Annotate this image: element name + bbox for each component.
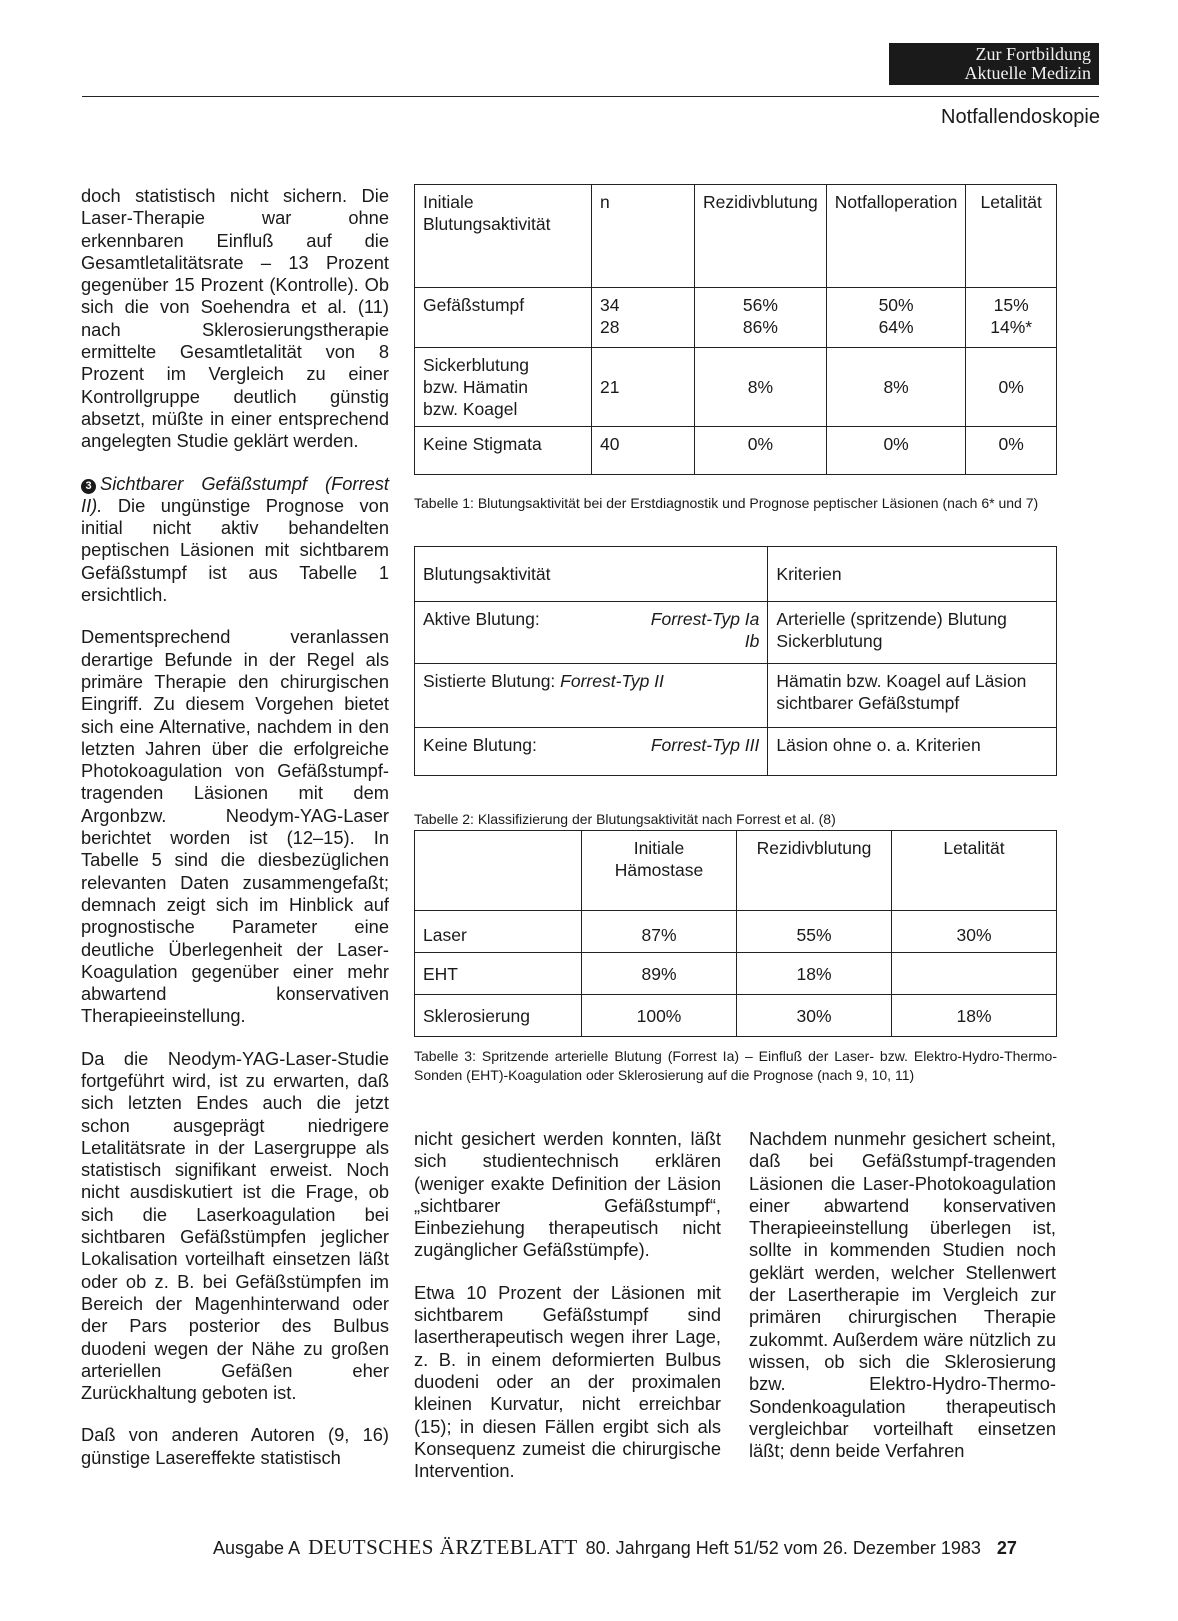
- value: Forrest-Typ III: [650, 735, 760, 755]
- table-cell: 30%: [892, 911, 1057, 953]
- paragraph: doch statistisch nicht sichern. Die Laser-Therapie war ohne erkennbaren Einfluß auf die Gesamtletalitätsrate – 13 Prozent gegenüber 15 Prozent (Kontrolle). Ob sich die von Soehendra et al. (11) nach Sklerosierungstherapie ermittelte Gesamtletalität von 8 Prozent im Vergleich zu einer Kontrollgruppe deutlich günstig absetzt, müßte in einer entsprechend angelegten Studie geklärt werden.: [81, 185, 389, 452]
- table-cell: 0%: [966, 427, 1057, 475]
- table-cell: Sklerosierung: [415, 995, 582, 1037]
- table-header-cell: Initiale Hämostase: [582, 831, 737, 911]
- table-header-cell: n: [592, 185, 695, 288]
- value: [423, 608, 759, 652]
- paragraph: Da die Neodym-YAG-Laser-Studie fortgeführt wird, ist zu erwarten, daß sich letzten Endes auch die jetzt schon ausgeprägt niedrigere Letalitätsrate in der Lasergruppe als statistisch signifikant erweist. Noch nicht ausdiskutiert ist die Frage, ob sich die Laserkoagulation bei sichtbaren Gefäßstümpfen jeglicher Lokalisation vorteilhaft einsetzen läßt oder ob z. B. bei Gefäßstümpfen im Bereich der Magenhinterwand oder der Pars posterior des Bulbus duodeni wegen der Nähe zu großen arteriellen Gefäßen eher Zurückhaltung geboten ist.: [81, 1047, 389, 1404]
- issue-info: 80. Jahrgang Heft 51/52 vom 26. Dezember 1983: [585, 1538, 981, 1558]
- table-row: [415, 602, 1057, 664]
- table-header-row: [415, 831, 1057, 911]
- table-header-row: [415, 547, 1057, 602]
- text-column-right: [749, 1128, 1056, 1482]
- table-row: [415, 911, 1057, 953]
- table-row: [415, 664, 1057, 728]
- text-column-middle: [414, 1128, 721, 1502]
- number-badge-icon: 3: [81, 479, 96, 494]
- table-cell: 100%: [582, 995, 737, 1037]
- table-cell: 0%: [826, 427, 966, 475]
- table-1: [414, 184, 1057, 475]
- table-header-cell: Blutungsaktivität: [415, 547, 768, 602]
- table-2-caption: Tabelle 2: Klassifizierung der Blutungsaktivität nach Forrest et al. (8): [414, 811, 836, 827]
- table-cell: 40: [592, 427, 695, 475]
- table-row: [415, 348, 1057, 427]
- page-number: 27: [996, 1538, 1017, 1558]
- table-cell: 0%: [966, 348, 1057, 427]
- value: Forrest-Typ II: [560, 671, 664, 691]
- value: bzw. Koagel: [423, 399, 518, 419]
- table-row: [415, 953, 1057, 995]
- table-cell: [415, 728, 768, 776]
- paragraph: Nachdem nunmehr gesichert scheint, daß bei Gefäßstumpf-tragenden Läsionen die Laser-Photokoagulation einer abwartend konservativen Therapieeinstellung überlegen ist, sollte in kommenden Studien noch geklärt werden, welcher Stellenwert der Lasertherapie im Vergleich zur primären chirurgischen Therapie zukommt. Außerdem wäre nützlich zu wissen, ob sich die Sklerosierung bzw. Elektro-Hydro-Thermo-Sondenkoagulation therapeutisch vergleichbar vorteilhaft einsetzen läßt; denn beide Verfahren: [749, 1128, 1056, 1462]
- table-cell: 87%: [582, 911, 737, 953]
- table-cell: Läsion ohne o. a. Kriterien: [768, 728, 1057, 776]
- table-cell: [415, 348, 592, 427]
- value: Arterielle (spritzende) Blutung: [776, 609, 1007, 629]
- table-header-cell: Rezidivblutung: [695, 185, 827, 288]
- value: 56%: [742, 295, 778, 315]
- badge-line-2: Aktuelle Medizin: [964, 63, 1091, 83]
- paragraph: Dementsprechend veranlassen derartige Befunde in der Regel als primäre Therapie den chirurgischen Eingriff. Zu diesem Vorgehen bietet sich eine Alternative, nachdem in den letzten Jahren über die erfolgreiche Photokoagulation von Gefäßstumpf-tragenden Läsionen mit dem Argonbzw. Neodym-YAG-Laser berichtet worden ist (12–15). In Tabelle 5 sind die diesbezüglichen relevanten Daten zusammengefaßt; demnach zeigt sich im Hinblick auf prognostische Parameter eine deutliche Überlegenheit der Laser-Koagulation gegenüber einer mehr abwartend konservativen Therapieeinstellung.: [81, 626, 389, 1027]
- table-header-cell: Kriterien: [768, 547, 1057, 602]
- table-1-caption: Tabelle 1: Blutungsaktivität bei der Erstdiagnostik und Prognose peptischer Läsionen (nach 6* und 7): [414, 495, 1039, 511]
- table-cell: 89%: [582, 953, 737, 995]
- value: Hämatin bzw. Koagel auf Läsion: [776, 671, 1027, 691]
- value: Sickerblutung: [423, 355, 530, 375]
- table-header-cell: Letalität: [966, 185, 1057, 288]
- badge-line-1: Zur Fortbildung: [975, 44, 1091, 64]
- table-header-cell: Initiale Blutungsaktivität: [415, 185, 592, 288]
- value: 86%: [742, 317, 778, 337]
- paragraph: Etwa 10 Prozent der Läsionen mit sichtbarem Gefäßstumpf sind lasertherapeutisch wegen ihrer Lage, z. B. in einem deformierten Bulbus duodeni oder an der proximalen kleinen Kurvatur, nicht erreichbar (15); in diesen Fällen ergibt sich als Konsequenz zumeist die chirurgische Intervention.: [414, 1281, 721, 1482]
- table-cell: [695, 288, 827, 348]
- table-cell: 30%: [737, 995, 892, 1037]
- table-header-cell: Notfalloperation: [826, 185, 966, 288]
- value: Aktive Blutung:: [423, 609, 540, 629]
- value: 34: [600, 295, 620, 315]
- header-rule: [82, 96, 1099, 97]
- section-title: Notfallendoskopie: [941, 106, 1100, 128]
- table-cell: [415, 602, 768, 664]
- value: [651, 608, 760, 652]
- value: [423, 734, 759, 756]
- table-cell: Gefäßstumpf: [415, 288, 592, 348]
- value: 64%: [878, 317, 914, 337]
- table-cell: [768, 664, 1057, 728]
- magazine-title: DEUTSCHES ÄRZTEBLATT: [308, 1535, 578, 1559]
- table-header-row: [415, 185, 1057, 288]
- table-3-caption: Tabelle 3: Spritzende arterielle Blutung (Forrest Ia) – Einfluß der Laser- bzw. Elektro-Hydro-Thermo-Sonden (EHT)-Koagulation oder Sklerosierung auf die Prognose (nach 9, 10, 11): [414, 1048, 1057, 1083]
- value: Sistierte Blutung:: [423, 671, 556, 691]
- table-header-cell: Letalität: [892, 831, 1057, 911]
- table-row: [415, 427, 1057, 475]
- paragraph: [81, 473, 389, 607]
- table-row: [415, 288, 1057, 348]
- value: bzw. Hämatin: [423, 377, 529, 397]
- value: Forrest-Typ Ia: [650, 609, 760, 629]
- table-cell: [826, 288, 966, 348]
- table-cell: 18%: [892, 995, 1057, 1037]
- value: Sickerblutung: [776, 631, 883, 651]
- paragraph: Daß von anderen Autoren (9, 16) günstige Lasereffekte statistisch: [81, 1424, 389, 1468]
- table-cell: 0%: [695, 427, 827, 475]
- table-cell: Keine Stigmata: [415, 427, 592, 475]
- table-cell: 55%: [737, 911, 892, 953]
- table-cell: [892, 953, 1057, 995]
- table-row: [415, 995, 1057, 1037]
- value: Ib: [744, 631, 760, 651]
- table-cell: 8%: [695, 348, 827, 427]
- section-badge: [889, 43, 1099, 85]
- value: 50%: [878, 295, 914, 315]
- table-cell: 18%: [737, 953, 892, 995]
- table-2: [414, 546, 1057, 776]
- table-cell: Laser: [415, 911, 582, 953]
- table-cell: 8%: [826, 348, 966, 427]
- value: 15%: [993, 295, 1029, 315]
- page-footer: [213, 1535, 1017, 1560]
- table-3: [414, 830, 1057, 1037]
- table-cell: [768, 602, 1057, 664]
- table-cell: [966, 288, 1057, 348]
- table-cell: [415, 664, 768, 728]
- value: 14%*: [990, 317, 1033, 337]
- table-cell: EHT: [415, 953, 582, 995]
- table-row: [415, 728, 1057, 776]
- text-column-left: [81, 185, 389, 1489]
- table-header-cell: Rezidivblutung: [737, 831, 892, 911]
- value: sichtbarer Gefäßstumpf: [776, 693, 960, 713]
- table-cell: 21: [592, 348, 695, 427]
- subheading-text: Sichtbarer Gefäßstumpf (Forrest II).: [81, 472, 389, 516]
- value: Keine Blutung:: [423, 735, 537, 755]
- edition-label: Ausgabe A: [213, 1538, 301, 1558]
- paragraph-text: Die ungünstige Prognose von initial nicht aktiv behandelten peptischen Läsionen mit sichtbarem Gefäßstumpf ist aus Tabelle 1 ersichtlich.: [81, 494, 389, 606]
- paragraph: nicht gesichert werden konnten, läßt sich studientechnisch erklären (weniger exakte Definition der Läsion „sichtbarer Gefäßstumpf“, Einbeziehung therapeutisch nicht zugänglicher Gefäßstümpfe).: [414, 1128, 721, 1261]
- table-cell: [592, 288, 695, 348]
- table-header-cell: [415, 831, 582, 911]
- value: 28: [600, 317, 620, 337]
